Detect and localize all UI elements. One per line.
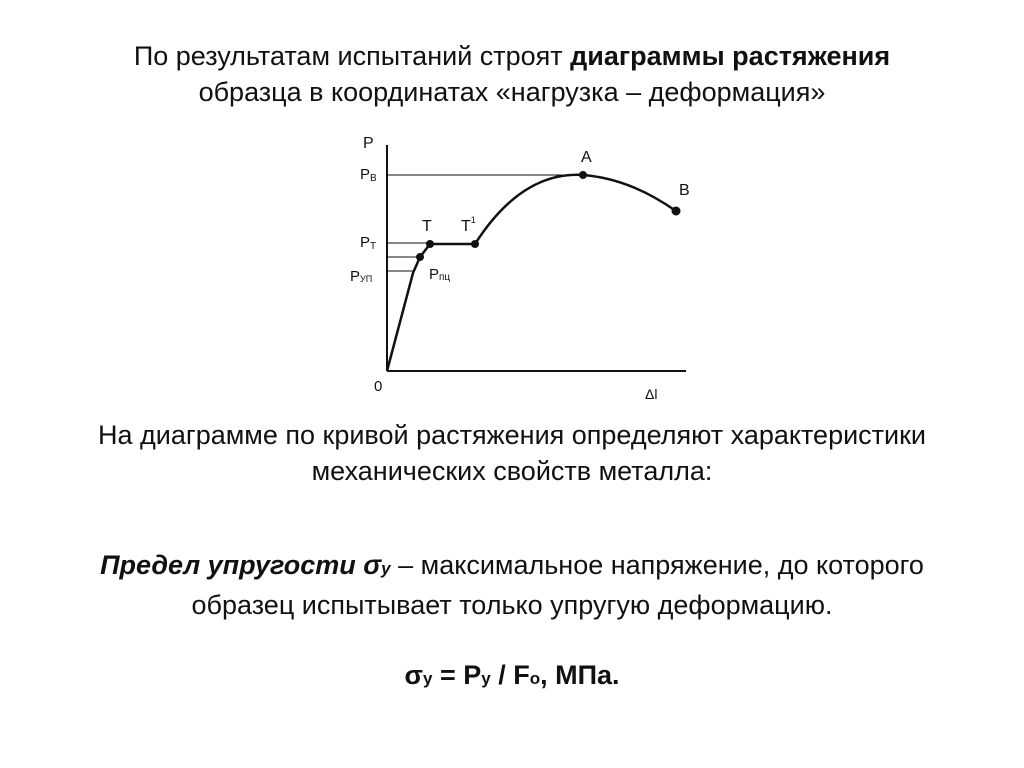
intro-text [0,38,1024,110]
definition-line-2: образец испытывает только упругую деформацию. [191,590,833,620]
characteristics-line-1: На диаграмме по кривой растяжения определяют характеристики [97,420,927,450]
origin-label: 0 [374,378,383,395]
intro-line-1: По результатам испытаний строят диаграммы растяжения [133,41,891,71]
point-t1 [471,240,479,248]
point-a-label: A [581,149,592,166]
point-ppc-label: Pпц [429,266,451,283]
pt-label: PТ [360,234,377,252]
elastic-limit-formula: σу = Pу / Fо, МПа. [404,660,620,690]
tension-diagram [330,125,710,410]
point-t-label: T [422,218,432,235]
x-axis-label: Δl [645,386,658,402]
y-axis-label: P [363,135,374,152]
intro-bold-term: диаграммы растяжения [570,41,891,71]
point-b [672,207,681,216]
definition-term: Предел упругости σу [100,550,391,580]
characteristics-line-2: механических свойств металла: [311,456,713,486]
point-t1-label: $T^1$ [461,215,476,235]
definition-line-1: Предел упругости σу – максимальное напряжение, до которого [100,550,924,580]
point-a [579,171,587,179]
point-ppc [416,253,424,261]
point-t [426,240,434,248]
elastic-limit-definition [0,547,1024,623]
intro-line-2: образца в координатах «нагрузка – деформация» [198,77,826,107]
pup-label: PУП [350,268,373,285]
point-b-label: B [679,182,690,199]
characteristics-text [0,417,1024,489]
pb-label: PВ [360,166,377,184]
